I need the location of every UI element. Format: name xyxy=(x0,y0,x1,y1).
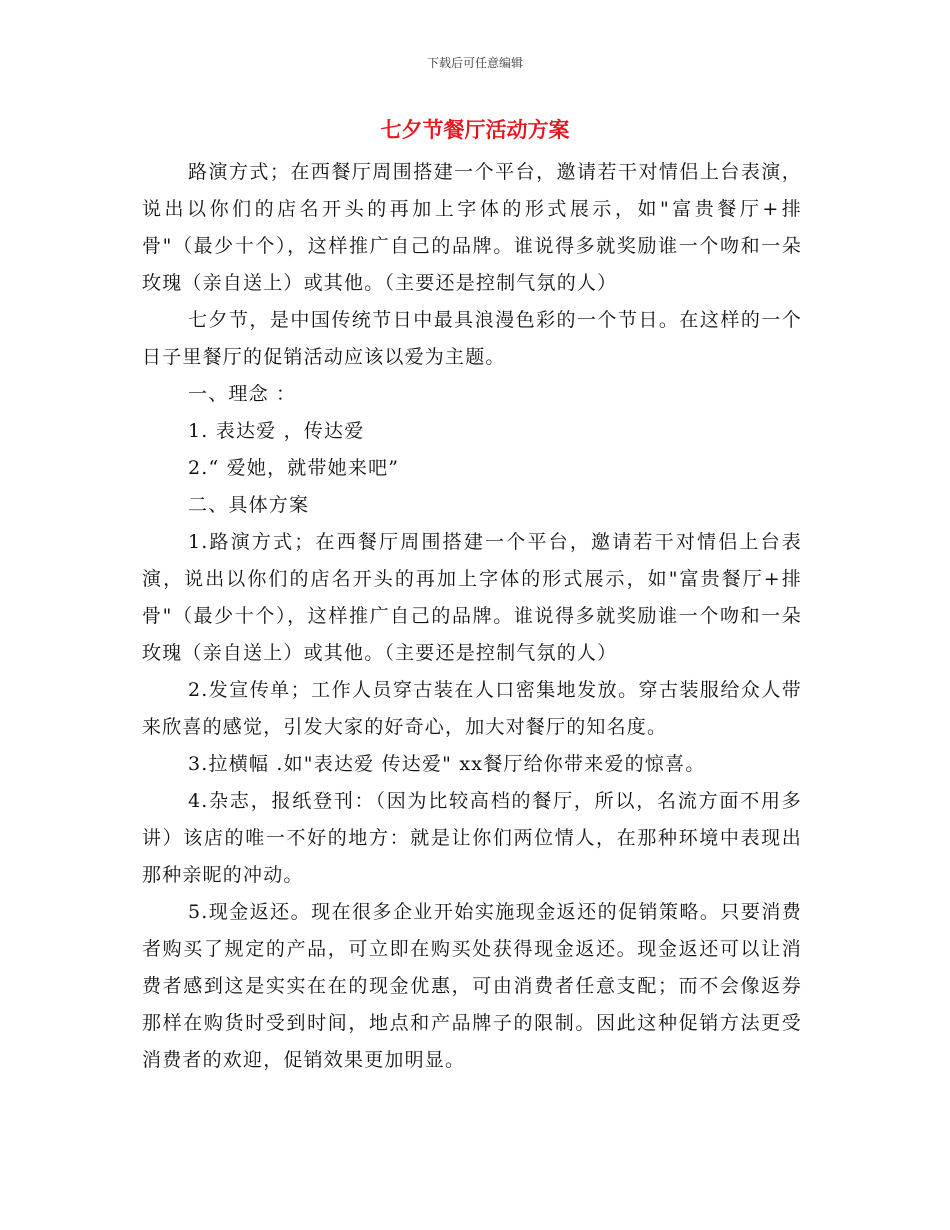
section-heading-plan: 二、具体方案 xyxy=(188,494,310,516)
document-title: 七夕节餐厅活动方案 xyxy=(380,118,570,142)
paragraph-intro-roadshow: 路演方式；在西餐厅周围搭建一个平台，邀请若干对情侣上台表演，说出以你们的店名开头的再加上字体的形式展示，如"富贵餐厅+排骨"（最少十个），这样推广自己的品牌。谁说得多就奖励谁一个吻和一朵玫瑰（亲自送上）或其他。（主要还是控制气氛的人） xyxy=(142,161,802,294)
concept-item-1: 1. 表达爱 ，传达爱 xyxy=(188,420,365,442)
plan-item-media: 4.杂志，报纸登刊：（因为比较高档的餐厅，所以，名流方面不用多讲）该店的唯一不好的地方：就是让你们两位情人，在那种环境中表现出那种亲昵的冲动。 xyxy=(142,790,802,886)
header-note: 下载后可任意编辑 xyxy=(426,56,523,70)
document-body xyxy=(142,154,802,1079)
concept-item-2: 2.“ 爱她，就带她来吧” xyxy=(188,457,400,479)
paragraph-qixi-intro: 七夕节，是中国传统节日中最具浪漫色彩的一个节日。在这样的一个日子里餐厅的促销活动应该以爱为主题。 xyxy=(142,309,802,368)
plan-item-roadshow: 1.路演方式；在西餐厅周围搭建一个平台，邀请若干对情侣上台表演，说出以你们的店名开头的再加上字体的形式展示，如"富贵餐厅+排骨"（最少十个），这样推广自己的品牌。谁说得多就奖励谁一个吻和一朵玫瑰（亲自送上）或其他。（主要还是控制气氛的人） xyxy=(142,531,802,664)
plan-item-flyers: 2.发宣传单；工作人员穿古装在人口密集地发放。穿古装服给众人带来欣喜的感觉，引发大家的好奇心，加大对餐厅的知名度。 xyxy=(142,679,802,738)
plan-item-cashback: 5.现金返还。现在很多企业开始实施现金返还的促销策略。只要消费者购买了规定的产品，可立即在购买处获得现金返还。现金返还可以让消费者感到这是实实在在的现金优惠，可由消费者任意支配；而不会像返券那样在购货时受到时间，地点和产品牌子的限制。因此这种促销方法更受消费者的欢迎，促销效果更加明显。 xyxy=(142,901,802,1071)
section-heading-concept: 一、理念 ： xyxy=(188,383,297,405)
plan-item-banner: 3.拉横幅 .如"表达爱 传达爱" xx餐厅给你带来爱的惊喜。 xyxy=(188,753,706,775)
